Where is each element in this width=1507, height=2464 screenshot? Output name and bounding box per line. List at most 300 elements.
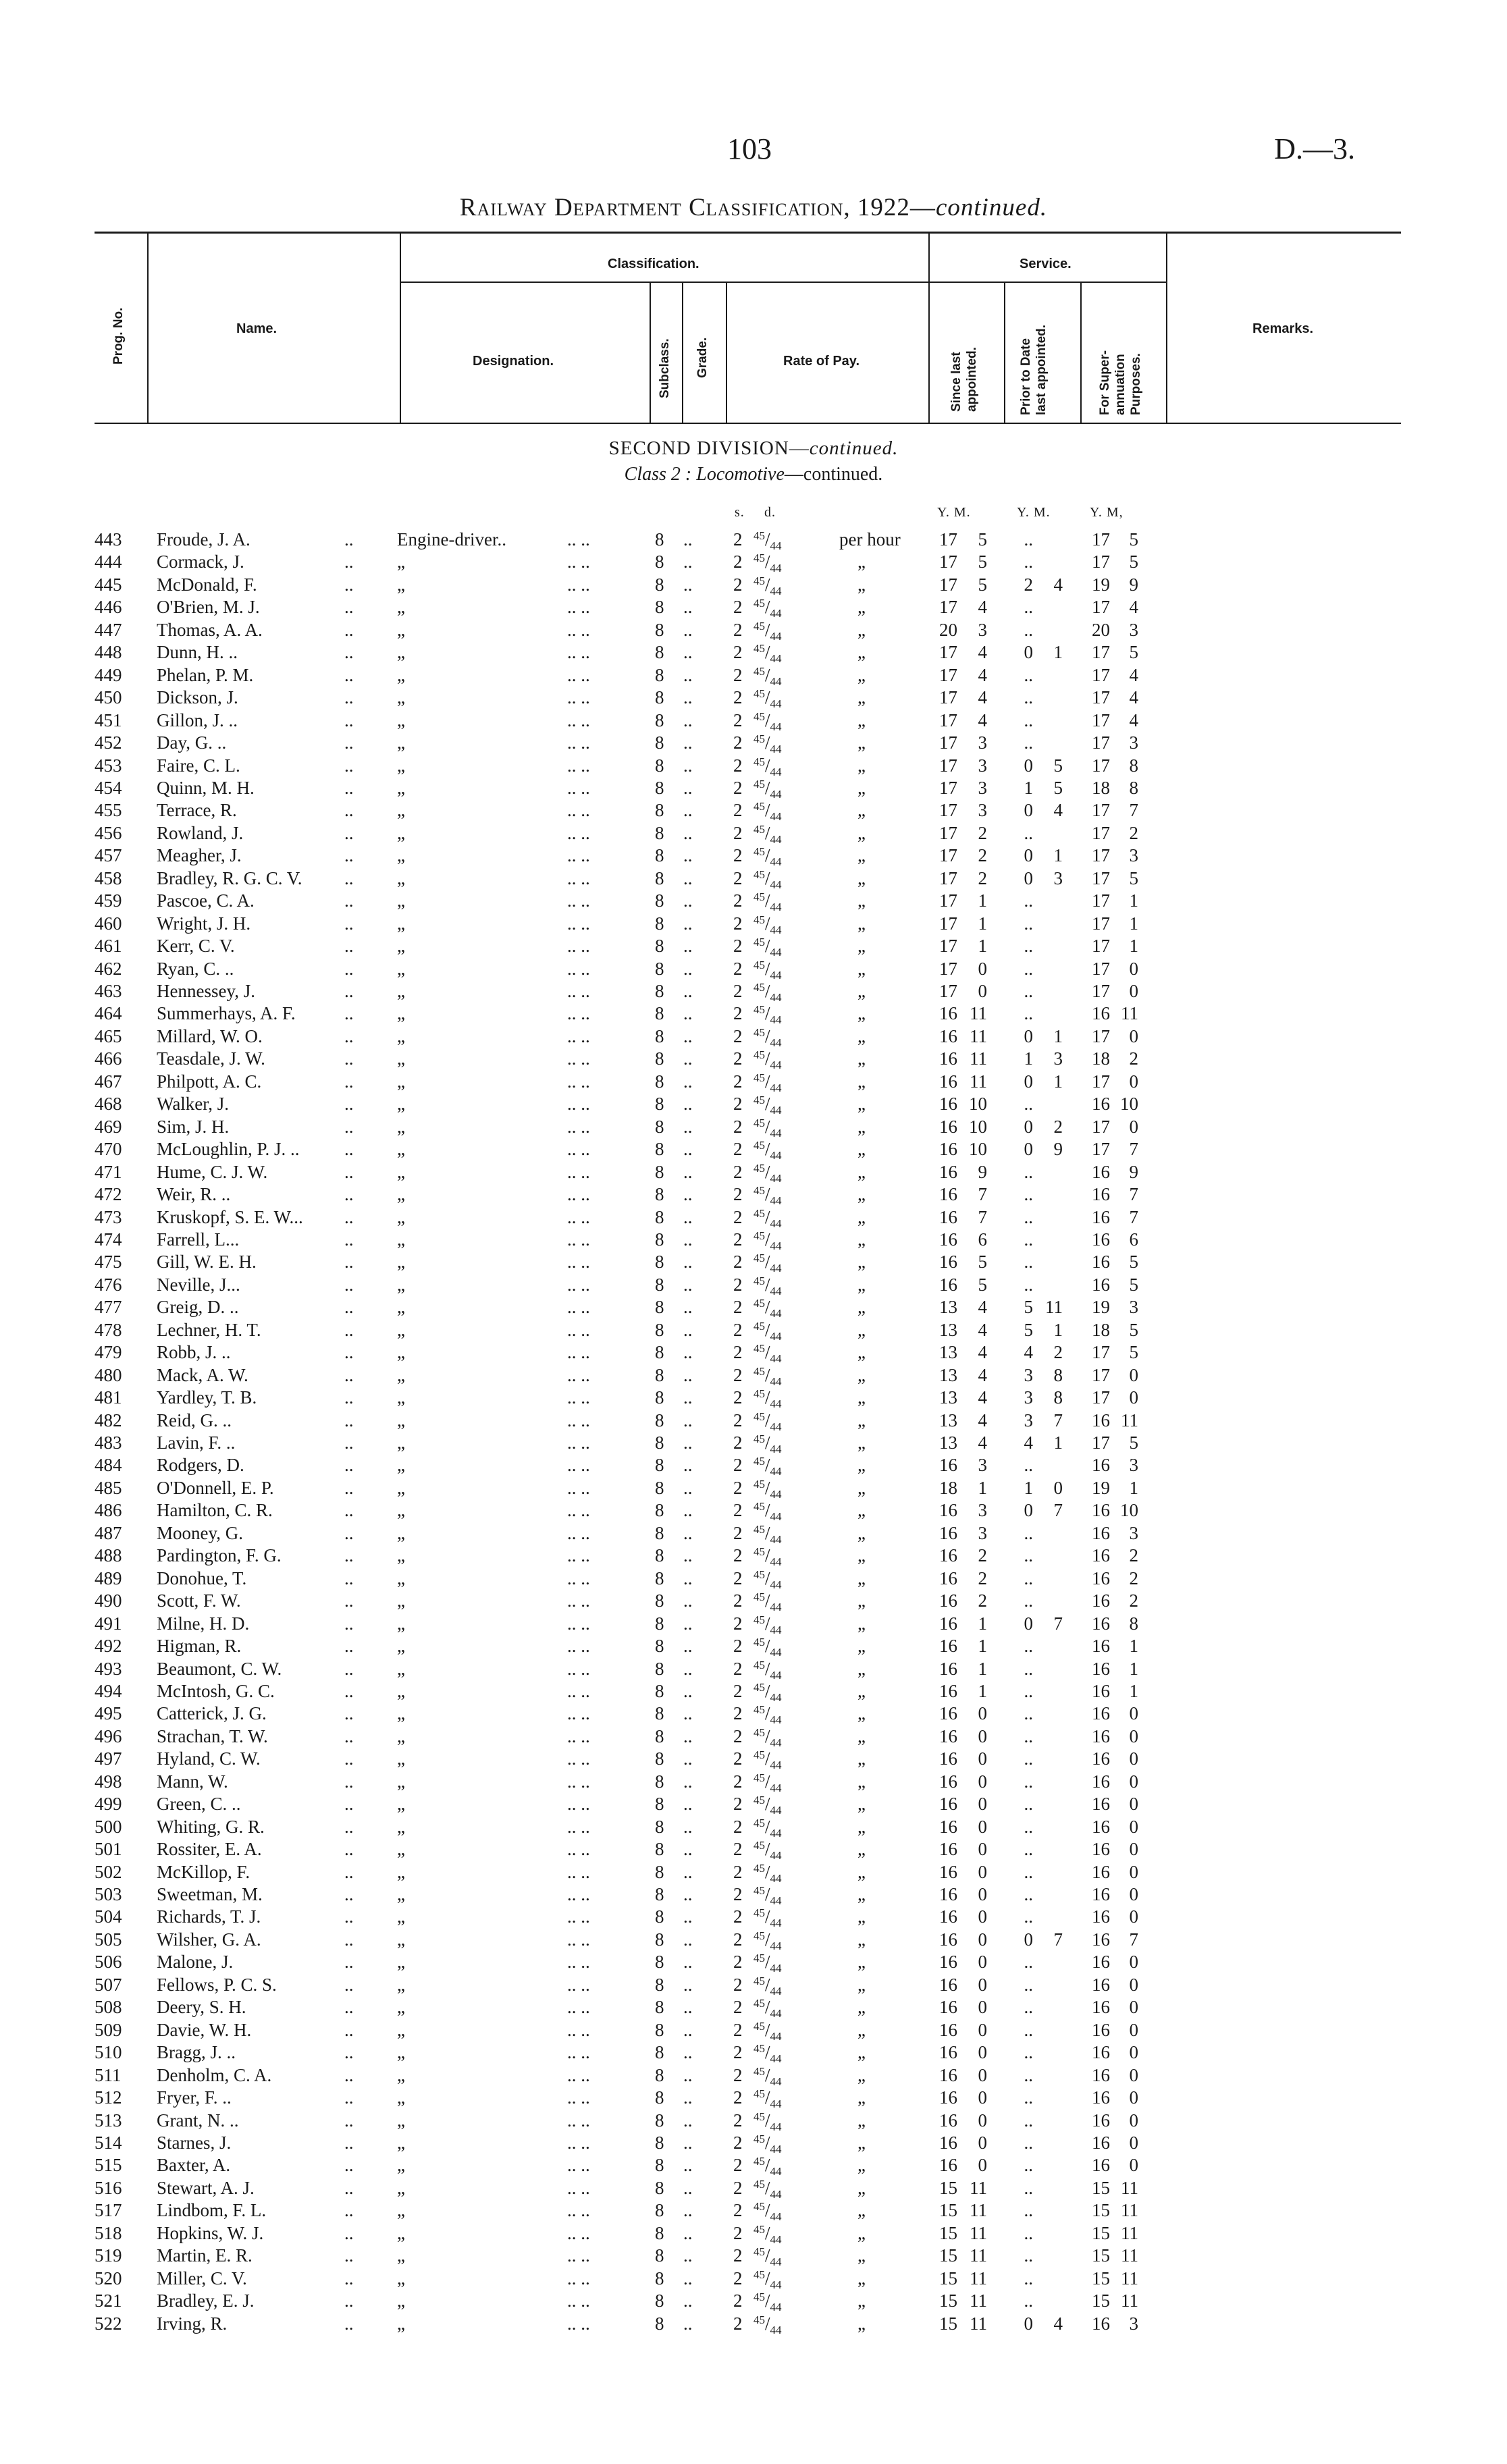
since-months: 0 xyxy=(978,2132,987,2153)
rate-unit: „ xyxy=(857,1206,866,1227)
leader-dots: .. xyxy=(683,1839,693,1860)
rate-shillings: 2 xyxy=(733,1952,743,1973)
leader-dots: .. xyxy=(344,1003,354,1024)
leader-dots: .. xyxy=(683,1545,693,1566)
employee-name: Day, G. .. xyxy=(157,732,227,753)
leader-dots: .. xyxy=(344,1861,354,1882)
designation: Engine-driver.. xyxy=(397,529,506,550)
class-name: Locomotive xyxy=(696,464,785,485)
rate-shillings: 2 xyxy=(733,619,743,640)
rate-pence: $^{45}/_{44}$ xyxy=(754,1500,782,1524)
since-months: 11 xyxy=(970,2291,987,2311)
rate-pence: $^{45}/_{44}$ xyxy=(754,913,782,936)
employee-name: Grant, N. .. xyxy=(157,2110,239,2131)
rate-unit: „ xyxy=(857,1003,866,1024)
designation: „ xyxy=(397,2268,405,2288)
header-prior-text: Prior to Date last appointed. xyxy=(1019,324,1049,415)
leader-dots: .. xyxy=(344,574,354,595)
employee-name: Faire, C. L. xyxy=(157,755,240,776)
rate-pence: $^{45}/_{44}$ xyxy=(754,529,782,552)
rate-pence: $^{45}/_{44}$ xyxy=(754,2222,782,2246)
since-months: 0 xyxy=(978,1974,987,1995)
table-row xyxy=(0,1386,1507,1409)
rate-pence: $^{45}/_{44}$ xyxy=(754,1364,782,1388)
rate-numerator: 45 xyxy=(754,1477,765,1491)
subclass: 8 xyxy=(655,732,664,753)
rate-shillings: 2 xyxy=(733,2245,743,2266)
rate-denominator: 44 xyxy=(770,539,782,552)
rate-shillings: 2 xyxy=(733,1997,743,2018)
subclass: 8 xyxy=(655,777,664,798)
rate-numerator: 45 xyxy=(754,1184,765,1198)
prior-months: 3 xyxy=(1053,1048,1063,1069)
since-years: 17 xyxy=(939,822,957,843)
employee-name: Mooney, G. xyxy=(157,1522,243,1543)
super-months: 0 xyxy=(1129,1725,1138,1746)
employee-name: Terrace, R. xyxy=(157,800,237,821)
since-years: 16 xyxy=(939,2019,957,2040)
rate-numerator: 45 xyxy=(754,936,765,949)
rate-shillings: 2 xyxy=(733,1613,743,1634)
rate-denominator: 44 xyxy=(770,1239,782,1252)
leader-dots: .. xyxy=(683,1568,693,1588)
rate-numerator: 45 xyxy=(754,1161,765,1175)
prog-no: 518 xyxy=(95,2222,122,2243)
subclass: 8 xyxy=(655,1725,664,1746)
prior-months: 1 xyxy=(1053,1025,1063,1046)
since-years: 15 xyxy=(939,2245,957,2266)
since-years: 16 xyxy=(939,1725,957,1746)
since-months: 2 xyxy=(978,867,987,888)
super-months: 6 xyxy=(1129,1229,1138,1250)
rate-pence: $^{45}/_{44}$ xyxy=(754,1748,782,1772)
leader-dots: .. .. xyxy=(567,1884,590,1904)
prog-no: 522 xyxy=(95,2313,122,2334)
leader-dots: .. xyxy=(344,958,354,979)
leader-dots: .. .. xyxy=(567,1906,590,1927)
rate-pence: $^{45}/_{44}$ xyxy=(754,1025,782,1049)
header-bottom-rule xyxy=(95,423,1401,424)
rate-shillings: 2 xyxy=(733,2087,743,2108)
prior-months: 4 xyxy=(1053,800,1063,821)
rate-denominator: 44 xyxy=(770,1262,782,1275)
super-months: 0 xyxy=(1129,1748,1138,1769)
leader-dots: .. xyxy=(683,1613,693,1634)
table-row xyxy=(0,1680,1507,1703)
subclass: 8 xyxy=(655,2064,664,2085)
employee-name: Summerhays, A. F. xyxy=(157,1003,296,1024)
rate-pence: $^{45}/_{44}$ xyxy=(754,1568,782,1591)
subclass: 8 xyxy=(655,1861,664,1882)
prog-no: 511 xyxy=(95,2064,122,2085)
title-main: Railway Department Classification, 1922— xyxy=(459,194,936,221)
leader-dots: .. .. xyxy=(567,890,590,911)
prog-no: 515 xyxy=(95,2155,122,2176)
employee-name: Pascoe, C. A. xyxy=(157,890,255,911)
super-years: 16 xyxy=(1092,1997,1110,2018)
rate-shillings: 2 xyxy=(733,1116,743,1137)
leader-dots: .. .. xyxy=(567,1522,590,1543)
table-row xyxy=(0,1476,1507,1499)
leader-dots: .. xyxy=(344,1387,354,1408)
designation: „ xyxy=(397,1997,405,2018)
leader-dots: .. xyxy=(344,1025,354,1046)
rate-pence: $^{45}/_{44}$ xyxy=(754,2110,782,2133)
rate-unit: „ xyxy=(857,2177,866,2198)
super-years: 20 xyxy=(1092,619,1110,640)
rate-pence: $^{45}/_{44}$ xyxy=(754,1545,782,1569)
leader-dots: .. xyxy=(683,1906,693,1927)
rate-numerator: 45 xyxy=(754,1861,765,1875)
super-years: 17 xyxy=(1092,732,1110,753)
leader-dots: .. xyxy=(344,2200,354,2221)
super-months: 11 xyxy=(1121,2245,1138,2266)
prior-months: 8 xyxy=(1053,1387,1063,1408)
rate-unit: „ xyxy=(857,1929,866,1950)
leader-dots: .. xyxy=(683,1455,693,1476)
rate-numerator: 45 xyxy=(754,1025,765,1039)
rate-denominator: 44 xyxy=(770,832,782,846)
rate-numerator: 45 xyxy=(754,1703,765,1717)
rate-pence: $^{45}/_{44}$ xyxy=(754,1884,782,1907)
prog-no: 486 xyxy=(95,1500,122,1521)
leader-dots: .. xyxy=(683,958,693,979)
leader-dots: .. xyxy=(683,1658,693,1679)
employee-name: Kerr, C. V. xyxy=(157,936,235,957)
prior-years: 0 xyxy=(1024,1071,1033,1092)
super-months: 0 xyxy=(1129,2132,1138,2153)
since-months: 0 xyxy=(978,2110,987,2131)
table-row xyxy=(0,1567,1507,1590)
table-row xyxy=(0,1364,1507,1387)
designation: „ xyxy=(397,2042,405,2063)
prog-no: 491 xyxy=(95,1613,122,1634)
prog-no: 470 xyxy=(95,1139,122,1160)
prog-no: 451 xyxy=(95,709,122,730)
rate-unit: „ xyxy=(857,1680,866,1701)
prog-no: 508 xyxy=(95,1997,122,2018)
prog-no: 445 xyxy=(95,574,122,595)
prior-years: 0 xyxy=(1024,867,1033,888)
rate-numerator: 45 xyxy=(754,2291,765,2304)
leader-dots: .. .. xyxy=(567,1297,590,1318)
col-rule-since xyxy=(1004,282,1005,424)
rate-shillings: 2 xyxy=(733,1680,743,1701)
leader-dots: .. xyxy=(683,2042,693,2063)
leader-dots: .. .. xyxy=(567,2155,590,2176)
leader-dots: .. .. xyxy=(567,981,590,1001)
rate-denominator: 44 xyxy=(770,1149,782,1162)
rate-unit: „ xyxy=(857,1387,866,1408)
prior-empty: .. xyxy=(1024,709,1033,730)
rate-numerator: 45 xyxy=(754,1771,765,1784)
rate-denominator: 44 xyxy=(770,1690,782,1704)
leader-dots: .. xyxy=(344,936,354,957)
rate-pence: $^{45}/_{44}$ xyxy=(754,1319,782,1343)
rate-unit: „ xyxy=(857,1274,866,1295)
rate-unit: „ xyxy=(857,1116,866,1137)
rate-pence: $^{45}/_{44}$ xyxy=(754,597,782,620)
rate-denominator: 44 xyxy=(770,1171,782,1185)
rate-denominator: 44 xyxy=(770,2120,782,2133)
rate-shillings: 2 xyxy=(733,2110,743,2131)
employee-name: Ryan, C. .. xyxy=(157,958,234,979)
since-years: 16 xyxy=(939,1884,957,1904)
employee-name: Stewart, A. J. xyxy=(157,2177,255,2198)
header-classification: Classification. xyxy=(608,257,699,271)
leader-dots: .. xyxy=(683,800,693,821)
rate-denominator: 44 xyxy=(770,2187,782,2201)
prog-no: 477 xyxy=(95,1297,122,1318)
table-row xyxy=(0,2131,1507,2154)
prior-empty: .. xyxy=(1024,1455,1033,1476)
prior-years: 2 xyxy=(1024,574,1033,595)
prior-empty: .. xyxy=(1024,1816,1033,1837)
table-row xyxy=(0,1318,1507,1341)
leader-dots: .. xyxy=(683,1139,693,1160)
since-years: 16 xyxy=(939,1545,957,1566)
prior-empty: .. xyxy=(1024,2087,1033,2108)
rate-pence: $^{45}/_{44}$ xyxy=(754,1161,782,1185)
rate-denominator: 44 xyxy=(770,810,782,824)
super-years: 17 xyxy=(1092,1387,1110,1408)
rate-pence: $^{45}/_{44}$ xyxy=(754,552,782,575)
rate-unit: „ xyxy=(857,1477,866,1498)
super-years: 16 xyxy=(1092,2064,1110,2085)
leader-dots: .. .. xyxy=(567,1794,590,1815)
since-years: 16 xyxy=(939,1794,957,1815)
super-months: 5 xyxy=(1129,867,1138,888)
employee-name: Mann, W. xyxy=(157,1771,228,1792)
super-months: 11 xyxy=(1121,2177,1138,2198)
rate-unit: „ xyxy=(857,1703,866,1724)
designation: „ xyxy=(397,687,405,708)
prior-empty: .. xyxy=(1024,1952,1033,1973)
leader-dots: .. xyxy=(683,597,693,618)
leader-dots: .. xyxy=(683,1184,693,1205)
leader-dots: .. .. xyxy=(567,777,590,798)
subclass: 8 xyxy=(655,1839,664,1860)
unit-pence: d. xyxy=(764,505,776,520)
prior-empty: .. xyxy=(1024,913,1033,934)
leader-dots: .. .. xyxy=(567,529,590,550)
leader-dots: .. xyxy=(683,2291,693,2311)
since-years: 16 xyxy=(939,1229,957,1250)
super-years: 17 xyxy=(1092,687,1110,708)
prog-no: 488 xyxy=(95,1545,122,1566)
designation: „ xyxy=(397,1139,405,1160)
leader-dots: .. xyxy=(683,1748,693,1769)
super-years: 16 xyxy=(1092,1206,1110,1227)
leader-dots: .. xyxy=(683,2245,693,2266)
rate-pence: $^{45}/_{44}$ xyxy=(754,1297,782,1320)
col-rule-subclass xyxy=(682,282,683,424)
employee-name: Robb, J. .. xyxy=(157,1342,231,1363)
designation: „ xyxy=(397,1794,405,1815)
since-years: 16 xyxy=(939,1816,957,1837)
designation: „ xyxy=(397,1048,405,1069)
header-subclass: Subclass. xyxy=(658,338,672,398)
since-months: 2 xyxy=(978,1545,987,1566)
rate-pence: $^{45}/_{44}$ xyxy=(754,1252,782,1275)
rate-unit: „ xyxy=(857,1500,866,1521)
rate-denominator: 44 xyxy=(770,1487,782,1501)
rate-unit: „ xyxy=(857,2313,866,2334)
super-years: 16 xyxy=(1092,1748,1110,1769)
prior-years: 1 xyxy=(1024,777,1033,798)
prior-years: 1 xyxy=(1024,1048,1033,1069)
rate-unit: „ xyxy=(857,1297,866,1318)
rate-unit: „ xyxy=(857,1771,866,1792)
rate-shillings: 2 xyxy=(733,822,743,843)
rate-unit: „ xyxy=(857,709,866,730)
employee-name: Bradley, R. G. C. V. xyxy=(157,867,302,888)
employee-name: Mack, A. W. xyxy=(157,1364,248,1385)
super-months: 7 xyxy=(1129,800,1138,821)
subclass: 8 xyxy=(655,913,664,934)
rate-numerator: 45 xyxy=(754,2064,765,2078)
rate-denominator: 44 xyxy=(770,629,782,643)
rate-denominator: 44 xyxy=(770,787,782,801)
super-years: 15 xyxy=(1092,2200,1110,2221)
super-years: 17 xyxy=(1092,981,1110,1001)
leader-dots: .. xyxy=(344,777,354,798)
rate-shillings: 2 xyxy=(733,1229,743,1250)
rate-shillings: 2 xyxy=(733,2222,743,2243)
rate-denominator: 44 xyxy=(770,697,782,711)
leader-dots: .. xyxy=(683,574,693,595)
employee-name: Gill, W. E. H. xyxy=(157,1252,257,1273)
rate-numerator: 45 xyxy=(754,1116,765,1129)
since-years: 17 xyxy=(939,755,957,776)
since-months: 0 xyxy=(978,1997,987,2018)
prior-months: 1 xyxy=(1053,642,1063,663)
table-row xyxy=(0,1973,1507,1996)
designation: „ xyxy=(397,1252,405,1273)
rate-pence: $^{45}/_{44}$ xyxy=(754,1613,782,1636)
since-months: 5 xyxy=(978,1252,987,1273)
prior-empty: .. xyxy=(1024,1545,1033,1566)
prior-years: 0 xyxy=(1024,845,1033,866)
super-months: 0 xyxy=(1129,2110,1138,2131)
rate-numerator: 45 xyxy=(754,664,765,678)
leader-dots: .. xyxy=(683,529,693,550)
designation: „ xyxy=(397,597,405,618)
rate-unit: „ xyxy=(857,552,866,572)
prog-no: 483 xyxy=(95,1432,122,1453)
since-months: 2 xyxy=(978,822,987,843)
rate-unit: „ xyxy=(857,1590,866,1611)
prog-no: 465 xyxy=(95,1025,122,1046)
rate-denominator: 44 xyxy=(770,2210,782,2224)
prior-years: 0 xyxy=(1024,1500,1033,1521)
employee-name: Malone, J. xyxy=(157,1952,234,1973)
leader-dots: .. .. xyxy=(567,2268,590,2288)
rate-unit: „ xyxy=(857,1816,866,1837)
rate-denominator: 44 xyxy=(770,1013,782,1027)
rate-pence: $^{45}/_{44}$ xyxy=(754,1139,782,1162)
super-months: 0 xyxy=(1129,1364,1138,1385)
rate-unit: „ xyxy=(857,1071,866,1092)
prog-no: 502 xyxy=(95,1861,122,1882)
rate-shillings: 2 xyxy=(733,529,743,550)
rate-pence: $^{45}/_{44}$ xyxy=(754,981,782,1004)
subclass: 8 xyxy=(655,822,664,843)
subclass: 8 xyxy=(655,1794,664,1815)
prior-empty: .. xyxy=(1024,822,1033,843)
rate-numerator: 45 xyxy=(754,755,765,768)
prog-no: 482 xyxy=(95,1410,122,1430)
prior-empty: .. xyxy=(1024,936,1033,957)
since-months: 3 xyxy=(978,1522,987,1543)
rate-numerator: 45 xyxy=(754,2313,765,2326)
prog-no: 457 xyxy=(95,845,122,866)
leader-dots: .. .. xyxy=(567,2177,590,2198)
prior-months: 7 xyxy=(1053,1500,1063,1521)
since-months: 3 xyxy=(978,777,987,798)
leader-dots: .. .. xyxy=(567,642,590,663)
table-row xyxy=(0,550,1507,573)
rate-denominator: 44 xyxy=(770,1826,782,1840)
prior-years: 0 xyxy=(1024,755,1033,776)
since-months: 3 xyxy=(978,1455,987,1476)
rate-numerator: 45 xyxy=(754,1545,765,1559)
super-years: 19 xyxy=(1092,1297,1110,1318)
since-years: 17 xyxy=(939,732,957,753)
super-years: 16 xyxy=(1092,2132,1110,2153)
leader-dots: .. xyxy=(344,2222,354,2243)
table-row xyxy=(0,776,1507,799)
rate-denominator: 44 xyxy=(770,1962,782,1975)
rate-denominator: 44 xyxy=(770,743,782,756)
super-months: 0 xyxy=(1129,2042,1138,2063)
super-months: 1 xyxy=(1129,1636,1138,1657)
rate-numerator: 45 xyxy=(754,1206,765,1220)
subclass: 8 xyxy=(655,552,664,572)
employee-name: McKillop, F. xyxy=(157,1861,250,1882)
rate-denominator: 44 xyxy=(770,1646,782,1659)
prior-empty: .. xyxy=(1024,1094,1033,1115)
prior-months: 4 xyxy=(1053,2313,1063,2334)
leader-dots: .. xyxy=(344,1680,354,1701)
since-years: 16 xyxy=(939,1658,957,1679)
since-years: 16 xyxy=(939,1997,957,2018)
prior-years: 4 xyxy=(1024,1342,1033,1363)
table-row xyxy=(0,1160,1507,1183)
since-years: 17 xyxy=(939,574,957,595)
rate-shillings: 2 xyxy=(733,687,743,708)
subclass: 8 xyxy=(655,1477,664,1498)
super-months: 7 xyxy=(1129,1206,1138,1227)
leader-dots: .. .. xyxy=(567,1839,590,1860)
subclass: 8 xyxy=(655,1025,664,1046)
since-months: 11 xyxy=(970,2200,987,2221)
rate-numerator: 45 xyxy=(754,574,765,587)
rate-shillings: 2 xyxy=(733,777,743,798)
prior-empty: .. xyxy=(1024,2155,1033,2176)
rate-numerator: 45 xyxy=(754,1794,765,1807)
super-months: 3 xyxy=(1129,1455,1138,1476)
prog-no: 520 xyxy=(95,2268,122,2288)
prior-empty: .. xyxy=(1024,2132,1033,2153)
rate-unit: „ xyxy=(857,822,866,843)
rate-unit: „ xyxy=(857,1725,866,1746)
rate-numerator: 45 xyxy=(754,1139,765,1152)
prior-years: 5 xyxy=(1024,1297,1033,1318)
rate-unit: „ xyxy=(857,1613,866,1634)
table-row xyxy=(0,1522,1507,1545)
subclass: 8 xyxy=(655,1636,664,1657)
